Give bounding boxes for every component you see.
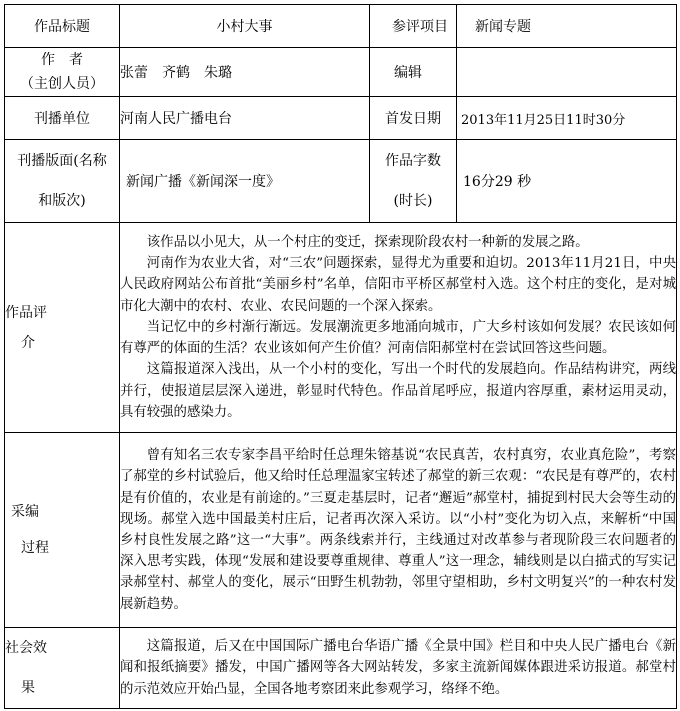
author-label <box>5 48 120 97</box>
process-label-line2: 过程 <box>21 540 49 556</box>
row-process <box>5 433 677 628</box>
row-author <box>5 48 677 97</box>
author-label-line2: （主创人员） <box>20 76 104 92</box>
process-text <box>120 433 677 628</box>
editor-value <box>457 48 677 97</box>
page-value: 新闻广播《新闻深一度》 <box>120 140 370 223</box>
row-unit <box>5 97 677 140</box>
review-paragraph: 该作品以小见大，从一个村庄的变迁，探索现阶段农村一种新的发展之路。 <box>146 235 589 251</box>
review-paragraph: 当记忆中的乡村渐行渐远。发展潮流更多地涌向城市，广大乡村该如何发展？农民该如何有尊严的体面的生活？农业该如何产生价值？河南信阳郝堂村在尝试回答这些问题。 <box>120 319 676 357</box>
process-label <box>5 433 120 628</box>
review-paragraph: 这篇报道深入浅出，从一个小村的变化，写出一个时代的发展趋向。作品结构讲究，两线并行，使报道层层深入递进，彰显时代特色。作品首尾呼应，报道内容厚重，素材运用灵动，具有较强的感染力。 <box>120 362 676 420</box>
author-label-line1: 作 者 <box>41 52 83 68</box>
impact-label <box>5 628 120 709</box>
page-label-line2: 和版次) <box>38 193 86 209</box>
title-label: 作品标题 <box>5 5 120 48</box>
editor-label: 编辑 <box>370 48 457 97</box>
process-paragraph: 曾有知名三农专家李昌平给时任总理朱镕基说“农民真苦，农村真穷，农业真危险”，考察了郝堂的乡村试验后，他又给时任总理温家宝转述了郝堂的新三农观：“农民是有尊严的，农村是有价值的，农业是有前途的。”三夏走基层时，记者“邂逅”郝堂村，捕捉到村民大会等生动的现场。郝堂入选中国最美村庄后，记者再次深入采访。以“小村”变化为切入点，来解析“中国乡村良性发展之路”这一“大事”。两条线索并行，主线通过对改革参与者现阶段三农问题者的深入思考实践，体现“发展和建设要尊重规律、尊重人”这一理念，辅线则是以白描式的写实记录郝堂村、郝堂人的变化，展示“田野生机勃勃，邻里守望相助，乡村文明复兴”的一种农村发展新趋势。 <box>120 448 676 612</box>
impact-text <box>120 628 677 709</box>
date-label: 首发日期 <box>370 97 457 140</box>
author-value: 张蕾 齐鹤 朱璐 <box>120 48 370 97</box>
entry-form-table <box>4 4 677 709</box>
impact-label-line2: 果 <box>21 680 35 696</box>
review-paragraph: 河南作为农业大省，对“三农”问题探索，显得尤为重要和迫切。2013年11月21日，中央人民政府网站公布首批“美丽乡村”名单，信阳市平桥区郝堂村入选。这个村庄的变化，是对城市化大潮中的农村、农业、农民问题的一个深入探索。 <box>120 256 676 314</box>
review-text <box>120 223 677 433</box>
review-label-line1: 作品评 <box>5 304 47 321</box>
words-label <box>370 140 457 223</box>
category-label: 参评项目 <box>370 5 457 48</box>
review-label-line2: 介 <box>21 334 35 351</box>
words-value: 16分29 秒 <box>457 140 677 223</box>
unit-label: 刊播单位 <box>5 97 120 140</box>
page-label-line1: 刊播版面(名称 <box>17 153 107 169</box>
row-review <box>5 223 677 433</box>
category-value: 新闻专题 <box>457 5 677 48</box>
process-label-line1: 采编 <box>11 504 39 520</box>
words-label-line1: 作品字数 <box>385 153 441 169</box>
title-value: 小村大事 <box>120 5 370 48</box>
impact-label-line1: 社会效 <box>5 640 47 656</box>
row-title <box>5 5 677 48</box>
date-value: 2013年11月25日11时30分 <box>457 97 677 140</box>
review-label <box>5 223 120 433</box>
row-page <box>5 140 677 223</box>
words-label-line2: (时长) <box>393 193 433 209</box>
page-label <box>5 140 120 223</box>
impact-paragraph: 这篇报道，后又在中国国际广播电台华语广播《全景中国》栏目和中央人民广播电台《新闻和报纸摘要》播发，中国广播网等各大网站转发，多家主流新闻媒体跟进采访报道。郝堂村的示范效应开始凸显，全国各地考察团来此参观学习，络绎不绝。 <box>120 639 676 697</box>
unit-value: 河南人民广播电台 <box>120 97 370 140</box>
row-impact <box>5 628 677 709</box>
